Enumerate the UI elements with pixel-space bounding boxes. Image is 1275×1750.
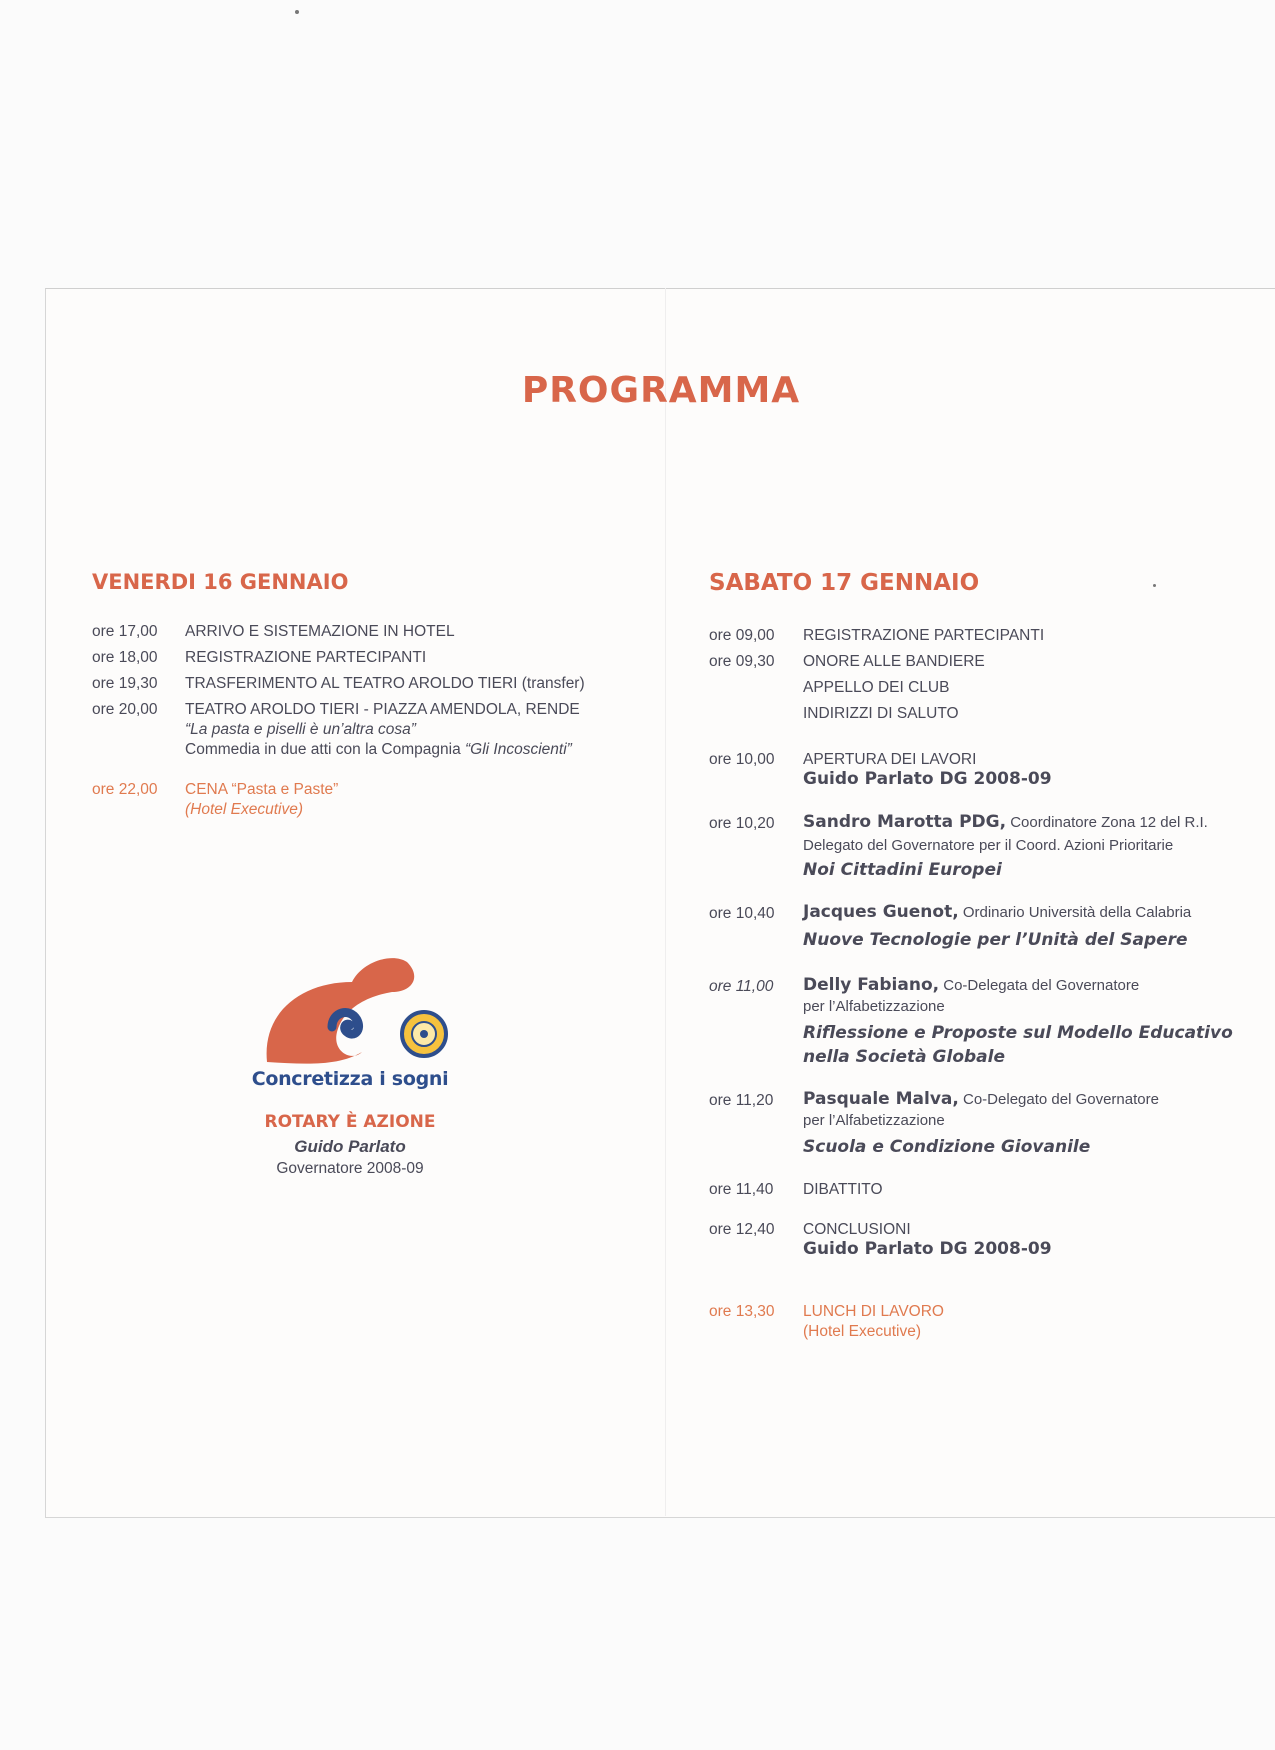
speaker-role: Coordinatore Zona 12 del R.I. [1006, 814, 1208, 831]
item-text: ARRIVO E SISTEMAZIONE IN HOTEL [185, 623, 455, 640]
speaker-role: per l’Alfabetizzazione [803, 998, 945, 1015]
item-time: ore 22,00 [92, 781, 158, 798]
talk-topic: Nuove Tecnologie per l’Unità del Sapere [803, 930, 1188, 950]
item-time: ore 12,40 [709, 1221, 775, 1238]
speaker-name: Pasquale Malva, [803, 1089, 959, 1109]
item-time: ore 10,40 [709, 905, 775, 922]
scan-speck [1153, 584, 1156, 587]
speaker-role: Delegato del Governatore per il Coord. Azioni Prioritarie [803, 837, 1174, 854]
item-text: TRASFERIMENTO AL TEATRO AROLDO TIERI (transfer) [185, 675, 585, 692]
item-time: ore 11,40 [709, 1181, 774, 1198]
play-note: Commedia in due atti con la Compagnia “Gli Incoscienti” [185, 741, 572, 758]
rotary-logo-icon [262, 952, 462, 1072]
item-text: INDIRIZZI DI SALUTO [803, 705, 959, 722]
item-venue: (Hotel Executive) [803, 1323, 922, 1340]
item-text: CENA “Pasta e Paste” [185, 781, 339, 798]
item-text: APERTURA DEI LAVORI [803, 751, 977, 768]
item-time: ore 18,00 [92, 649, 158, 666]
item-text: REGISTRAZIONE PARTECIPANTI [803, 627, 1045, 644]
item-time: ore 20,00 [92, 701, 158, 718]
talk-topic: Riflessione e Proposte sul Modello Educativo [803, 1023, 1233, 1043]
logo-motto: ROTARY È AZIONE [264, 1112, 436, 1132]
item-venue: (Hotel Executive) [185, 801, 304, 818]
fold-line [665, 288, 666, 1516]
friday-heading: VENERDI 16 GENNAIO [92, 570, 349, 594]
speaker-role: Co-Delegata del Governatore [939, 977, 1140, 994]
item-text: CONCLUSIONI [803, 1221, 911, 1238]
talk-topic: Scuola e Condizione Giovanile [803, 1137, 1091, 1157]
play-title: “La pasta e piselli è un’altra cosa” [185, 721, 416, 738]
speaker-role: per l’Alfabetizzazione [803, 1112, 945, 1129]
speaker-name: Sandro Marotta PDG, [803, 812, 1007, 832]
item-time: ore 09,00 [709, 627, 775, 644]
item-time: ore 09,30 [709, 653, 775, 670]
item-time: ore 10,00 [709, 751, 775, 768]
speaker-name: Delly Fabiano, [803, 975, 940, 995]
item-time: ore 17,00 [92, 623, 158, 640]
page-title: PROGRAMMA [521, 370, 801, 411]
speaker-name: Guido Parlato DG 2008-09 [803, 1239, 1052, 1259]
item-time: ore 10,20 [709, 815, 775, 832]
item-text: DIBATTITO [803, 1181, 883, 1198]
item-text: APPELLO DEI CLUB [803, 679, 950, 696]
item-text: ONORE ALLE BANDIERE [803, 653, 985, 670]
saturday-heading: SABATO 17 GENNAIO [709, 570, 980, 596]
scan-speck [295, 10, 299, 14]
item-time: ore 11,20 [709, 1092, 774, 1109]
speaker-name: Jacques Guenot, [803, 902, 959, 922]
speaker-name: Guido Parlato DG 2008-09 [803, 769, 1052, 789]
governor-title: Governatore 2008-09 [276, 1160, 424, 1177]
item-text: TEATRO AROLDO TIERI - PIAZZA AMENDOLA, RENDE [185, 701, 580, 718]
item-time: ore 13,30 [709, 1303, 775, 1320]
talk-topic: nella Società Globale [803, 1047, 1006, 1067]
speaker-role: Co-Delegato del Governatore [958, 1091, 1159, 1108]
item-text: REGISTRAZIONE PARTECIPANTI [185, 649, 427, 666]
governor-name: Guido Parlato [294, 1137, 406, 1156]
item-time: ore 11,00 [709, 978, 774, 995]
item-text: LUNCH DI LAVORO [803, 1303, 944, 1320]
speaker-role: Ordinario Università della Calabria [958, 904, 1192, 921]
item-time: ore 19,30 [92, 675, 158, 692]
logo-slogan: Concretizza i sogni [251, 1068, 449, 1090]
talk-topic: Noi Cittadini Europei [803, 860, 1002, 880]
